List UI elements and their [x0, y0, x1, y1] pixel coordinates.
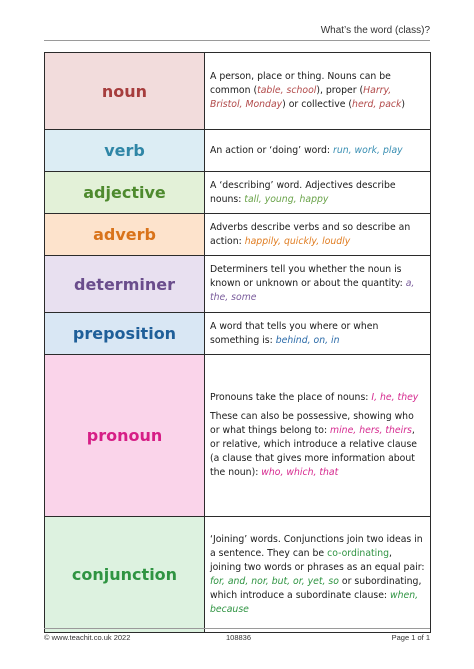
example-text: table, school — [257, 85, 317, 96]
example-text: for, and, nor, but, or, yet, so — [210, 575, 339, 587]
definition-text: ), proper ( — [316, 85, 364, 96]
footer-copyright: © www.teachit.co.uk 2022 — [44, 633, 131, 642]
row-conjunction — [45, 516, 430, 632]
term-adverb: adverb — [45, 214, 205, 255]
footer-resource-code: 108836 — [226, 633, 252, 642]
row-preposition — [45, 312, 430, 354]
definition-paragraph — [210, 410, 425, 480]
definition-text: , or relative, which introduce a relative clause (a clause that gives more information about the noun): — [210, 425, 418, 478]
definition-determiner — [205, 256, 430, 312]
header-divider — [44, 40, 430, 41]
word-class-table — [44, 52, 431, 633]
page-title: What’s the word (class)? — [320, 25, 430, 36]
term-conjunction: conjunction — [45, 517, 205, 632]
definition-paragraph — [210, 221, 425, 249]
definition-paragraph — [210, 533, 425, 617]
definition-text: Adverbs describe verbs and so describe an action: — [210, 221, 411, 247]
example-text: co-ordinating — [327, 547, 390, 559]
term-determiner: determiner — [45, 256, 205, 312]
example-text: tall, young, happy — [244, 193, 329, 205]
definition-paragraph — [210, 263, 425, 305]
definition-text: Pronouns take the place of nouns: — [210, 392, 372, 403]
term-noun: noun — [45, 53, 205, 129]
term-pronoun: pronoun — [45, 355, 205, 516]
definition-text: , joining two words or phrases as an equal pair: — [210, 547, 425, 573]
definition-text: A word that tells you where or when something is: — [210, 320, 379, 346]
definition-conjunction — [205, 517, 430, 632]
definition-text: ) or collective ( — [282, 99, 353, 110]
example-text: Harry, Bristol, Monday — [210, 85, 392, 110]
row-adverb — [45, 213, 430, 255]
term-verb: verb — [45, 130, 205, 171]
definition-text: ‘Joining’ words. Conjunctions join two ideas in a sentence. They can be — [210, 533, 423, 559]
example-text: a, the, some — [210, 278, 415, 303]
row-determiner — [45, 255, 430, 312]
definition-text: or subordinating, which introduce a subordinate clause: — [210, 575, 422, 601]
example-text: when, because — [210, 589, 419, 615]
definition-paragraph — [210, 70, 425, 112]
definition-paragraph — [210, 320, 425, 348]
definition-pronoun — [205, 355, 430, 516]
definition-text: Determiners tell you whether the noun is known or unknown or about the quantity: — [210, 264, 406, 289]
example-text: mine, hers, theirs — [330, 425, 412, 436]
definition-noun — [205, 53, 430, 129]
footer-page-number: Page 1 of 1 — [391, 633, 430, 642]
row-noun — [45, 53, 430, 129]
definition-verb — [205, 130, 430, 171]
definition-text: ) — [401, 99, 406, 110]
row-pronoun — [45, 354, 430, 516]
definition-text: These can also be possessive, showing who or what things belong to: — [210, 411, 414, 436]
definition-paragraph — [210, 179, 425, 207]
example-text: who, which, that — [261, 467, 339, 478]
term-preposition: preposition — [45, 313, 205, 354]
definition-adverb — [205, 214, 430, 255]
definition-paragraph — [210, 144, 425, 158]
example-text: behind, on, in — [275, 334, 340, 346]
definition-text: A ‘describing’ word. Adjectives describe nouns: — [210, 179, 396, 205]
row-verb — [45, 129, 430, 171]
definition-text: An action or ‘doing’ word: — [210, 144, 334, 156]
example-text: herd, pack — [352, 99, 402, 110]
definition-adjective — [205, 172, 430, 213]
definition-preposition — [205, 313, 430, 354]
row-adjective — [45, 171, 430, 213]
example-text: run, work, play — [333, 144, 403, 156]
definition-paragraph — [210, 391, 425, 405]
footer-divider — [44, 628, 430, 629]
example-text: happily, quickly, loudly — [244, 235, 351, 247]
example-text: I, he, they — [371, 392, 419, 403]
definition-text: A person, place or thing. Nouns can be common ( — [210, 71, 391, 96]
term-adjective: adjective — [45, 172, 205, 213]
